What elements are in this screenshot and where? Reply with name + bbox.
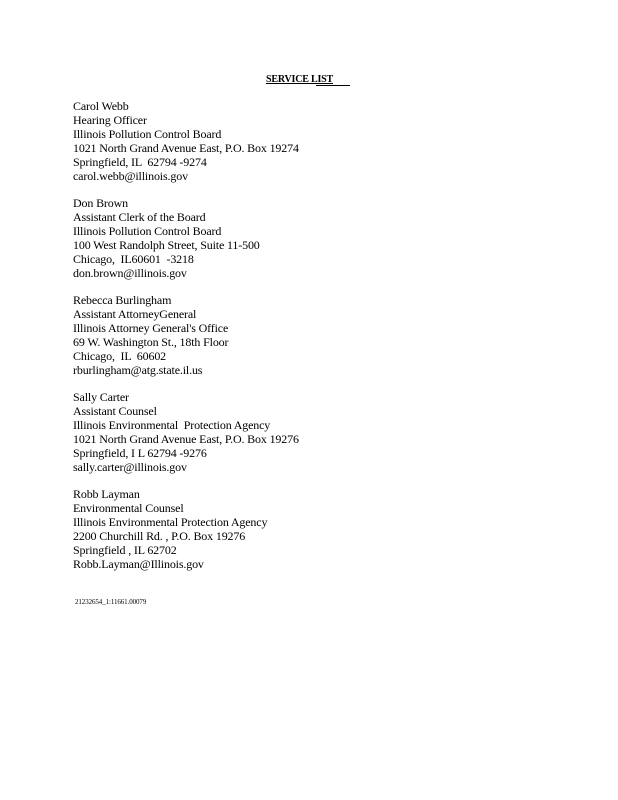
page-title: SERVICE LIST — [266, 74, 333, 85]
contact-email: Robb.Layman@Illinois.gov — [73, 557, 204, 571]
contact-email: don.brown@illinois.gov — [73, 266, 187, 280]
contact-organization: Illinois Attorney General's Office — [73, 321, 229, 335]
contact-entry — [73, 390, 573, 474]
document-id-footer: 21232654_1:11661.00079 — [75, 598, 147, 606]
contact-address-line-2: Springfield , IL 62702 — [73, 543, 177, 557]
contact-role: Assistant Counsel — [73, 404, 157, 418]
contact-address-line-2: Springfield, IL 62794 -9274 — [73, 155, 207, 169]
contact-address-line-2: Springfield, I L 62794 -9276 — [73, 446, 207, 460]
contact-entry — [73, 196, 573, 280]
contact-organization: Illinois Pollution Control Board — [73, 224, 222, 238]
contact-address-line-1: 2200 Churchill Rd. , P.O. Box 19276 — [73, 529, 246, 543]
contact-email: carol.webb@illinois.gov — [73, 169, 188, 183]
contact-name: Sally Carter — [73, 390, 129, 404]
contact-organization: Illinois Pollution Control Board — [73, 127, 222, 141]
contact-email: sally.carter@illinois.gov — [73, 460, 187, 474]
contact-role: Hearing Officer — [73, 113, 147, 127]
title-underline-rule — [316, 85, 350, 86]
contact-name: Carol Webb — [73, 99, 129, 113]
service-list — [73, 99, 573, 584]
contact-address-line-2: Chicago, IL60601 -3218 — [73, 252, 194, 266]
contact-organization: Illinois Environmental Protection Agency — [73, 418, 271, 432]
contact-address-line-1: 1021 North Grand Avenue East, P.O. Box 19276 — [73, 432, 299, 446]
contact-email: rburlingham@atg.state.il.us — [73, 363, 203, 377]
contact-address-line-1: 100 West Randolph Street, Suite 11-500 — [73, 238, 260, 252]
contact-name: Robb Layman — [73, 487, 140, 501]
contact-entry — [73, 487, 573, 571]
contact-address-line-2: Chicago, IL 60602 — [73, 349, 167, 363]
contact-role: Assistant Clerk of the Board — [73, 210, 206, 224]
contact-name: Don Brown — [73, 196, 128, 210]
contact-entry — [73, 99, 573, 183]
contact-role: Environmental Counsel — [73, 501, 184, 515]
contact-entry — [73, 293, 573, 377]
contact-role: Assistant AttorneyGeneral — [73, 307, 197, 321]
contact-address-line-1: 1021 North Grand Avenue East, P.O. Box 19274 — [73, 141, 299, 155]
contact-address-line-1: 69 W. Washington St., 18th Floor — [73, 335, 229, 349]
contact-organization: Illinois Environmental Protection Agency — [73, 515, 268, 529]
contact-name: Rebecca Burlingham — [73, 293, 172, 307]
